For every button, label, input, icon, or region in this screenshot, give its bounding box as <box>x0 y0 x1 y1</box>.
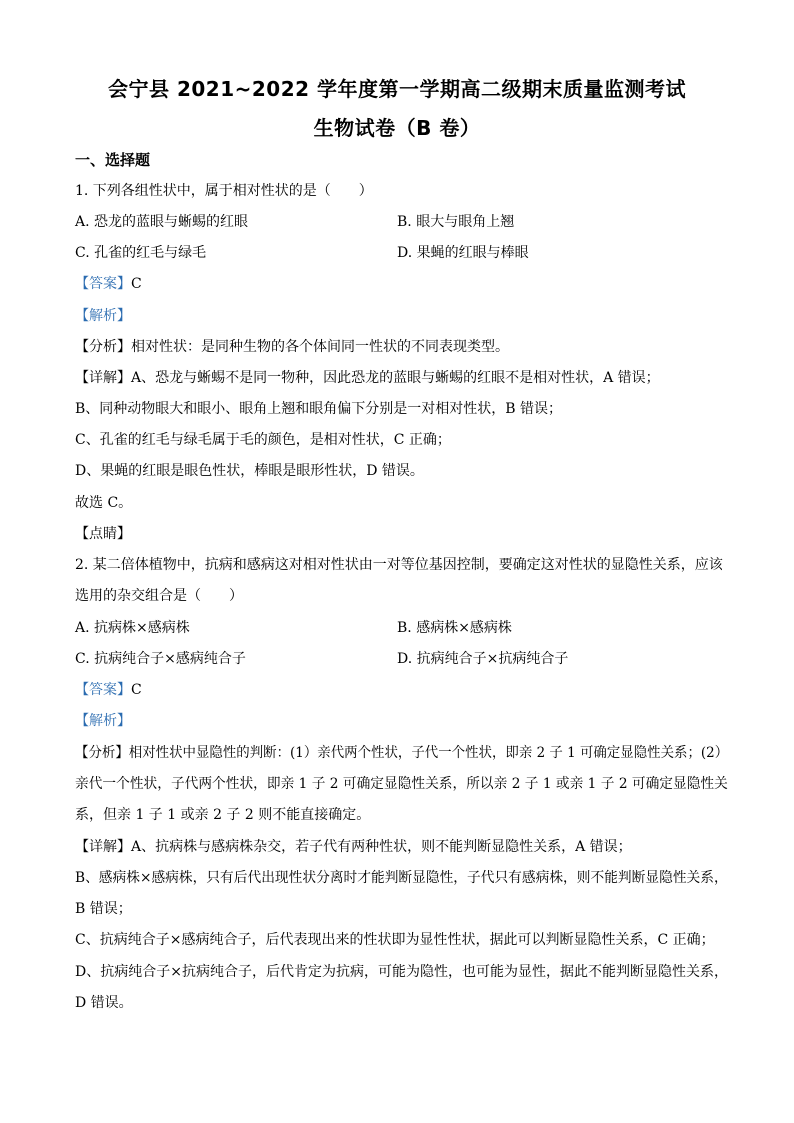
q2-option-a: A. 抗病株×感病株 <box>75 620 190 636</box>
exam-title: 会宁县 2021~2022 学年度第一学期高二级期末质量监测考试 <box>107 77 686 101</box>
q2-stem-line2: 选用的杂交组合是（ ） <box>75 588 243 604</box>
q1-detail-b: B、同种动物眼大和眼小、眼角上翘和眼角偏下分别是一对相对性状，B 错误； <box>75 401 563 417</box>
answer-tag: 【答案】 <box>75 682 131 698</box>
detail-tag: 【详解】 <box>75 839 131 855</box>
section-heading: 一、选择题 <box>75 151 151 169</box>
q2-option-d: D. 抗病纯合子×抗病纯合子 <box>397 651 569 667</box>
q2-detail-a <box>75 838 632 856</box>
q1-option-d: D. 果蝇的红眼与棒眼 <box>397 245 529 261</box>
q1-analysis-tag <box>75 307 131 325</box>
q2-answer <box>75 681 142 699</box>
fenxi-tag: 【分析】 <box>75 745 129 761</box>
q1-detail-a <box>75 369 660 387</box>
q2-detail-b-line1: B、感病株×感病株，只有后代出现性状分离时才能判断显隐性，子代只有感病株，则不能判断显隐性关系， <box>75 870 728 886</box>
answer-value: C <box>131 276 142 292</box>
q2-option-c: C. 抗病纯合子×感病纯合子 <box>75 651 246 667</box>
q1-option-c: C. 孔雀的红毛与绿毛 <box>75 245 207 261</box>
q1-dianjing: 【点睛】 <box>75 526 131 542</box>
q2-fenxi-line3: 系，但亲 1 子 1 或亲 2 子 2 则不能直接确定。 <box>75 807 371 823</box>
q2-stem-line1: 2. 某二倍体植物中，抗病和感病这对相对性状由一对等位基因控制，要确定这对性状的显隐性关系，应该 <box>75 557 723 573</box>
q1-detail-c: C、孔雀的红毛与绿毛属于毛的颜色，是相对性状，C 正确； <box>75 432 451 448</box>
q2-fenxi-line1 <box>75 744 728 762</box>
analysis-tag: 【解析】 <box>75 713 131 729</box>
q2-fenxi-line2: 亲代一个性状，子代两个性状，即亲 1 子 2 可确定显隐性关系，所以亲 2 子 1 或亲 1 子 2 可确定显隐性关 <box>75 776 728 792</box>
q2-analysis-tag <box>75 712 131 730</box>
detail-text: A、恐龙与蜥蜴不是同一物种，因此恐龙的蓝眼与蜥蜴的红眼不是相对性状，A 错误； <box>131 370 660 386</box>
analysis-tag: 【解析】 <box>75 308 131 324</box>
q1-answer <box>75 275 142 293</box>
q2-detail-d-line1: D、抗病纯合子×抗病纯合子，后代肯定为抗病，可能为隐性，也可能为显性，据此不能判断显隐性关系， <box>75 964 728 980</box>
fenxi-text: 相对性状中显隐性的判断：(1）亲代两个性状，子代一个性状，即亲 2 子 1 可确定显隐性关系；(2） <box>128 745 729 761</box>
detail-tag: 【详解】 <box>75 370 131 386</box>
q2-detail-b-line2: B 错误； <box>75 901 132 917</box>
q2-detail-d-line2: D 错误。 <box>75 995 133 1011</box>
q1-option-a: A. 恐龙的蓝眼与蜥蜴的红眼 <box>75 214 249 230</box>
q1-detail-d: D、果蝇的红眼是眼色性状，棒眼是眼形性状，D 错误。 <box>75 463 424 479</box>
fenxi-tag: 【分析】 <box>75 339 131 355</box>
exam-subtitle: 生物试卷（B 卷） <box>313 116 481 140</box>
fenxi-text: 相对性状：是同种生物的各个体间同一性状的不同表现类型。 <box>131 339 509 355</box>
q1-fenxi <box>75 338 509 356</box>
detail-text: A、抗病株与感病株杂交，若子代有两种性状，则不能判断显隐性关系，A 错误； <box>131 839 632 855</box>
answer-tag: 【答案】 <box>75 276 131 292</box>
q1-conclusion: 故选 C。 <box>75 495 133 511</box>
q2-detail-c: C、抗病纯合子×感病纯合子，后代表现出来的性状即为显性性状，据此可以判断显隐性关系，C 正确； <box>75 932 715 948</box>
q2-option-b: B. 感病株×感病株 <box>397 620 512 636</box>
answer-value: C <box>131 682 142 698</box>
q1-option-b: B. 眼大与眼角上翘 <box>397 214 515 230</box>
q1-stem: 1. 下列各组性状中，属于相对性状的是（ ） <box>75 183 373 199</box>
